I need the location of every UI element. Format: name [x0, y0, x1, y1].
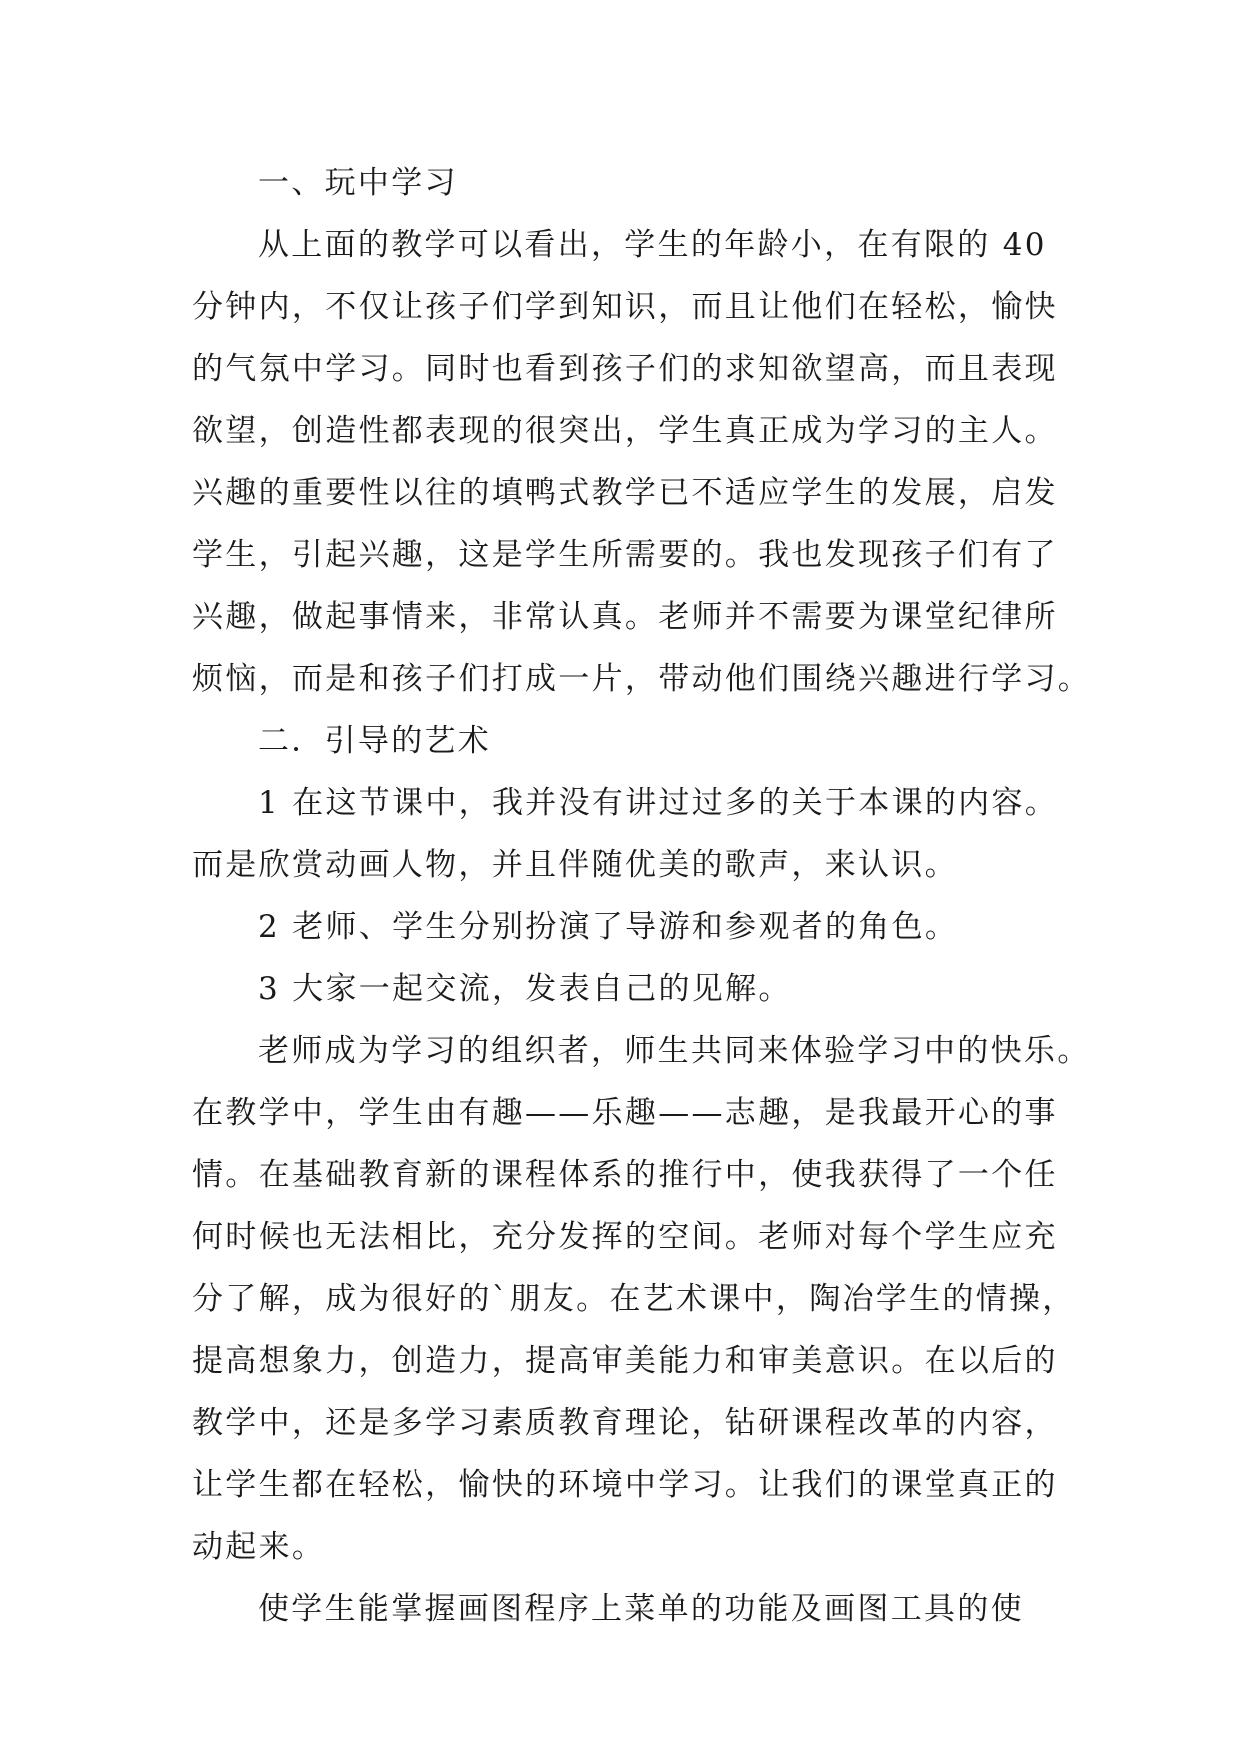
paragraph-line: 在教学中，学生由有趣——乐趣——志趣，是我最开心的事 — [192, 1095, 1058, 1131]
paragraph-line: 从上面的教学可以看出，学生的年龄小，在有限的 40 — [258, 227, 1047, 263]
paragraph-line: 烦恼，而是和孩子们打成一片，带动他们围绕兴趣进行学习。 — [192, 661, 1092, 697]
section-heading: 一、玩中学习 — [258, 165, 458, 201]
paragraph-line: 分了解，成为很好的`朋友。在艺术课中，陶冶学生的情操， — [192, 1281, 1076, 1317]
paragraph-line: 动起来。 — [192, 1529, 326, 1565]
list-item: 3 大家一起交流，发表自己的见解。 — [258, 971, 792, 1007]
paragraph-line: 学生，引起兴趣，这是学生所需要的。我也发现孩子们有了 — [192, 537, 1058, 573]
paragraph-line: 兴趣，做起事情来，非常认真。老师并不需要为课堂纪律所 — [192, 599, 1058, 635]
section-heading: 二．引导的艺术 — [258, 723, 492, 759]
paragraph-line: 提高想象力，创造力，提高审美能力和审美意识。在以后的 — [192, 1343, 1058, 1379]
list-item: 1 在这节课中，我并没有讲过过多的关于本课的内容。 — [258, 785, 1059, 821]
paragraph-line: 使学生能掌握画图程序上菜单的功能及画图工具的使 — [258, 1591, 1024, 1627]
paragraph-line: 让学生都在轻松，愉快的环境中学习。让我们的课堂真正的 — [192, 1467, 1058, 1503]
paragraph-line: 情。在基础教育新的课程体系的推行中，使我获得了一个任 — [192, 1157, 1058, 1193]
document-body — [192, 152, 1092, 1640]
paragraph-line: 兴趣的重要性以往的填鸭式教学已不适应学生的发展，启发 — [192, 475, 1058, 511]
list-item: 2 老师、学生分别扮演了导游和参观者的角色。 — [258, 909, 959, 945]
paragraph-line: 分钟内，不仅让孩子们学到知识，而且让他们在轻松，愉快 — [192, 289, 1058, 325]
paragraph-line: 欲望，创造性都表现的很突出，学生真正成为学习的主人。 — [192, 413, 1058, 449]
paragraph-line: 教学中，还是多学习素质教育理论，钻研课程改革的内容， — [192, 1405, 1058, 1441]
paragraph-line: 而是欣赏动画人物，并且伴随优美的歌声，来认识。 — [192, 847, 958, 883]
paragraph-line: 何时候也无法相比，充分发挥的空间。老师对每个学生应充 — [192, 1219, 1058, 1255]
paragraph-line: 的气氛中学习。同时也看到孩子们的求知欲望高，而且表现 — [192, 351, 1058, 387]
paragraph-line: 老师成为学习的组织者，师生共同来体验学习中的快乐。 — [258, 1033, 1091, 1069]
